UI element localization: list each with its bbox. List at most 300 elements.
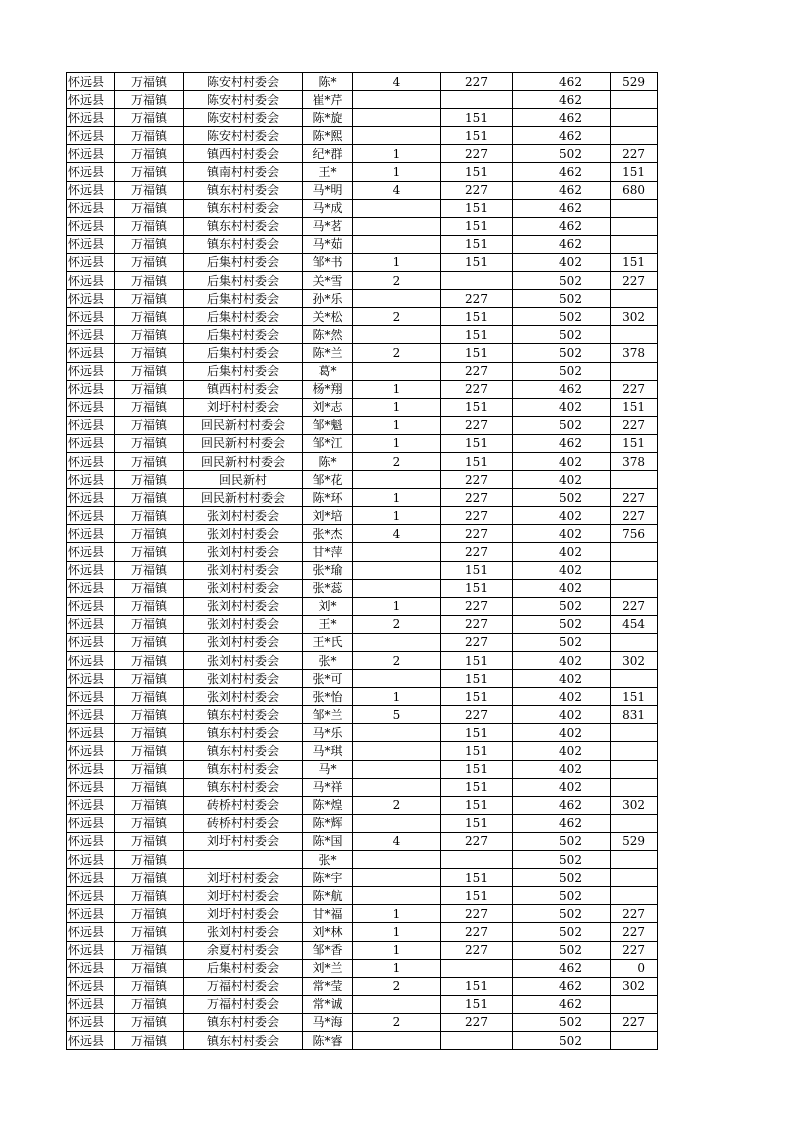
- county-cell: 怀远县: [67, 398, 115, 416]
- total-cell: 0: [611, 959, 658, 977]
- table-row: [67, 760, 658, 778]
- table-row: [67, 471, 658, 489]
- county-cell: 怀远县: [67, 742, 115, 760]
- amount-b-cell: 462: [513, 217, 611, 235]
- count-cell: 2: [353, 977, 441, 995]
- name-cell: 陈*辉: [303, 814, 353, 832]
- amount-a-cell: 151: [441, 724, 513, 742]
- county-cell: 怀远县: [67, 597, 115, 615]
- county-cell: 怀远县: [67, 163, 115, 181]
- amount-b-cell: 502: [513, 416, 611, 434]
- amount-a-cell: 151: [441, 742, 513, 760]
- count-cell: 2: [353, 452, 441, 470]
- total-cell: [611, 633, 658, 651]
- total-cell: [611, 995, 658, 1013]
- county-cell: 怀远县: [67, 127, 115, 145]
- table-row: [67, 615, 658, 633]
- amount-b-cell: 402: [513, 253, 611, 271]
- amount-b-cell: 402: [513, 760, 611, 778]
- table-row: [67, 272, 658, 290]
- amount-b-cell: 502: [513, 597, 611, 615]
- village-cell: 后集村村委会: [184, 362, 303, 380]
- name-cell: 陈*环: [303, 489, 353, 507]
- amount-a-cell: 227: [441, 941, 513, 959]
- table-row: [67, 73, 658, 91]
- total-cell: [611, 760, 658, 778]
- amount-a-cell: 227: [441, 73, 513, 91]
- town-cell: 万福镇: [115, 416, 184, 434]
- total-cell: [611, 869, 658, 887]
- town-cell: 万福镇: [115, 235, 184, 253]
- town-cell: 万福镇: [115, 452, 184, 470]
- name-cell: 刘*兰: [303, 959, 353, 977]
- village-cell: 余夏村村委会: [184, 941, 303, 959]
- table-row: [67, 851, 658, 869]
- amount-a-cell: 227: [441, 380, 513, 398]
- count-cell: 1: [353, 380, 441, 398]
- county-cell: 怀远县: [67, 561, 115, 579]
- town-cell: 万福镇: [115, 597, 184, 615]
- amount-a-cell: 151: [441, 652, 513, 670]
- amount-b-cell: 502: [513, 308, 611, 326]
- amount-a-cell: 151: [441, 778, 513, 796]
- town-cell: 万福镇: [115, 471, 184, 489]
- county-cell: 怀远县: [67, 416, 115, 434]
- amount-b-cell: 502: [513, 145, 611, 163]
- town-cell: 万福镇: [115, 633, 184, 651]
- village-cell: 镇东村村委会: [184, 235, 303, 253]
- county-cell: 怀远县: [67, 344, 115, 362]
- name-cell: 陈*宇: [303, 869, 353, 887]
- table-row: [67, 706, 658, 724]
- amount-b-cell: 402: [513, 543, 611, 561]
- village-cell: 张刘村村委会: [184, 923, 303, 941]
- village-cell: 刘圩村村委会: [184, 398, 303, 416]
- table-body: [67, 73, 658, 1050]
- count-cell: [353, 995, 441, 1013]
- total-cell: 831: [611, 706, 658, 724]
- village-cell: 张刘村村委会: [184, 579, 303, 597]
- total-cell: 378: [611, 344, 658, 362]
- total-cell: 227: [611, 272, 658, 290]
- count-cell: [353, 579, 441, 597]
- name-cell: 王*: [303, 163, 353, 181]
- amount-a-cell: 227: [441, 543, 513, 561]
- village-cell: 刘圩村村委会: [184, 887, 303, 905]
- amount-b-cell: 402: [513, 579, 611, 597]
- table-row: [67, 742, 658, 760]
- count-cell: 1: [353, 941, 441, 959]
- count-cell: [353, 290, 441, 308]
- county-cell: 怀远县: [67, 217, 115, 235]
- table-row: [67, 778, 658, 796]
- table-row: [67, 579, 658, 597]
- name-cell: 张*瑜: [303, 561, 353, 579]
- total-cell: [611, 1031, 658, 1049]
- count-cell: 2: [353, 272, 441, 290]
- amount-a-cell: 227: [441, 489, 513, 507]
- town-cell: 万福镇: [115, 615, 184, 633]
- name-cell: 关*松: [303, 308, 353, 326]
- table-row: [67, 326, 658, 344]
- name-cell: 马*成: [303, 199, 353, 217]
- town-cell: 万福镇: [115, 760, 184, 778]
- town-cell: 万福镇: [115, 73, 184, 91]
- amount-a-cell: 151: [441, 760, 513, 778]
- town-cell: 万福镇: [115, 778, 184, 796]
- amount-b-cell: 402: [513, 706, 611, 724]
- table-row: [67, 905, 658, 923]
- table-row: [67, 507, 658, 525]
- amount-a-cell: 227: [441, 905, 513, 923]
- town-cell: 万福镇: [115, 923, 184, 941]
- village-cell: 砖桥村村委会: [184, 814, 303, 832]
- name-cell: 马*明: [303, 181, 353, 199]
- village-cell: 回民新村: [184, 471, 303, 489]
- name-cell: 甘*萍: [303, 543, 353, 561]
- table-row: [67, 416, 658, 434]
- amount-b-cell: 402: [513, 561, 611, 579]
- village-cell: 张刘村村委会: [184, 633, 303, 651]
- town-cell: 万福镇: [115, 217, 184, 235]
- amount-b-cell: 402: [513, 452, 611, 470]
- count-cell: [353, 814, 441, 832]
- count-cell: [353, 217, 441, 235]
- amount-b-cell: 502: [513, 344, 611, 362]
- county-cell: 怀远县: [67, 652, 115, 670]
- county-cell: 怀远县: [67, 905, 115, 923]
- amount-a-cell: 227: [441, 1013, 513, 1031]
- village-cell: 镇东村村委会: [184, 742, 303, 760]
- total-cell: [611, 326, 658, 344]
- amount-a-cell: 227: [441, 416, 513, 434]
- county-cell: 怀远县: [67, 1031, 115, 1049]
- count-cell: 4: [353, 832, 441, 850]
- table-row: [67, 941, 658, 959]
- village-cell: 刘圩村村委会: [184, 869, 303, 887]
- total-cell: [611, 579, 658, 597]
- name-cell: 孙*乐: [303, 290, 353, 308]
- town-cell: 万福镇: [115, 362, 184, 380]
- count-cell: 1: [353, 145, 441, 163]
- county-cell: 怀远县: [67, 1013, 115, 1031]
- amount-a-cell: 151: [441, 688, 513, 706]
- amount-b-cell: 462: [513, 163, 611, 181]
- count-cell: [353, 760, 441, 778]
- town-cell: 万福镇: [115, 543, 184, 561]
- village-cell: 镇东村村委会: [184, 1031, 303, 1049]
- name-cell: 陈*航: [303, 887, 353, 905]
- count-cell: 2: [353, 652, 441, 670]
- town-cell: 万福镇: [115, 145, 184, 163]
- name-cell: 纪*群: [303, 145, 353, 163]
- name-cell: 马*茹: [303, 235, 353, 253]
- county-cell: 怀远县: [67, 977, 115, 995]
- count-cell: [353, 869, 441, 887]
- town-cell: 万福镇: [115, 742, 184, 760]
- table-row: [67, 290, 658, 308]
- town-cell: 万福镇: [115, 561, 184, 579]
- name-cell: 马*海: [303, 1013, 353, 1031]
- name-cell: 王*氏: [303, 633, 353, 651]
- count-cell: 2: [353, 1013, 441, 1031]
- town-cell: 万福镇: [115, 489, 184, 507]
- town-cell: 万福镇: [115, 869, 184, 887]
- total-cell: 151: [611, 434, 658, 452]
- amount-b-cell: 462: [513, 73, 611, 91]
- amount-b-cell: 402: [513, 778, 611, 796]
- total-cell: [611, 814, 658, 832]
- table-row: [67, 814, 658, 832]
- village-cell: 陈安村村委会: [184, 73, 303, 91]
- count-cell: 1: [353, 398, 441, 416]
- town-cell: 万福镇: [115, 1013, 184, 1031]
- name-cell: 马*: [303, 760, 353, 778]
- village-cell: 镇西村村委会: [184, 145, 303, 163]
- village-cell: 张刘村村委会: [184, 507, 303, 525]
- village-cell: 刘圩村村委会: [184, 832, 303, 850]
- village-cell: 张刘村村委会: [184, 670, 303, 688]
- count-cell: [353, 109, 441, 127]
- table-row: [67, 489, 658, 507]
- name-cell: 陈*熙: [303, 127, 353, 145]
- village-cell: 后集村村委会: [184, 253, 303, 271]
- amount-b-cell: 502: [513, 615, 611, 633]
- amount-a-cell: 227: [441, 290, 513, 308]
- total-cell: [611, 127, 658, 145]
- count-cell: [353, 1031, 441, 1049]
- name-cell: 邹*兰: [303, 706, 353, 724]
- town-cell: 万福镇: [115, 127, 184, 145]
- table-row: [67, 561, 658, 579]
- county-cell: 怀远县: [67, 941, 115, 959]
- town-cell: 万福镇: [115, 290, 184, 308]
- village-cell: 镇东村村委会: [184, 778, 303, 796]
- county-cell: 怀远县: [67, 308, 115, 326]
- village-cell: 陈安村村委会: [184, 91, 303, 109]
- table-row: [67, 145, 658, 163]
- name-cell: 邹*江: [303, 434, 353, 452]
- name-cell: 张*怡: [303, 688, 353, 706]
- amount-a-cell: 151: [441, 163, 513, 181]
- name-cell: 张*杰: [303, 525, 353, 543]
- amount-a-cell: 151: [441, 398, 513, 416]
- town-cell: 万福镇: [115, 525, 184, 543]
- count-cell: 4: [353, 73, 441, 91]
- count-cell: [353, 778, 441, 796]
- table-row: [67, 923, 658, 941]
- village-cell: 张刘村村委会: [184, 525, 303, 543]
- name-cell: 王*: [303, 615, 353, 633]
- amount-a-cell: [441, 91, 513, 109]
- total-cell: [611, 199, 658, 217]
- count-cell: [353, 471, 441, 489]
- county-cell: 怀远县: [67, 633, 115, 651]
- county-cell: 怀远县: [67, 73, 115, 91]
- county-cell: 怀远县: [67, 452, 115, 470]
- town-cell: 万福镇: [115, 109, 184, 127]
- total-cell: 302: [611, 796, 658, 814]
- county-cell: 怀远县: [67, 579, 115, 597]
- amount-a-cell: 151: [441, 127, 513, 145]
- count-cell: 1: [353, 489, 441, 507]
- name-cell: 陈*兰: [303, 344, 353, 362]
- name-cell: 陈*国: [303, 832, 353, 850]
- name-cell: 常*莹: [303, 977, 353, 995]
- total-cell: 151: [611, 398, 658, 416]
- table-row: [67, 109, 658, 127]
- town-cell: 万福镇: [115, 995, 184, 1013]
- amount-a-cell: 227: [441, 471, 513, 489]
- town-cell: 万福镇: [115, 380, 184, 398]
- count-cell: [353, 633, 441, 651]
- table-row: [67, 543, 658, 561]
- table-row: [67, 597, 658, 615]
- amount-b-cell: 462: [513, 995, 611, 1013]
- amount-a-cell: 227: [441, 597, 513, 615]
- amount-b-cell: 502: [513, 832, 611, 850]
- village-cell: 张刘村村委会: [184, 688, 303, 706]
- count-cell: 1: [353, 597, 441, 615]
- amount-b-cell: 502: [513, 887, 611, 905]
- count-cell: 2: [353, 344, 441, 362]
- total-cell: [611, 851, 658, 869]
- table-row: [67, 633, 658, 651]
- total-cell: 302: [611, 977, 658, 995]
- count-cell: 1: [353, 688, 441, 706]
- county-cell: 怀远县: [67, 471, 115, 489]
- amount-b-cell: 402: [513, 742, 611, 760]
- table-row: [67, 525, 658, 543]
- village-cell: 后集村村委会: [184, 344, 303, 362]
- amount-a-cell: 227: [441, 145, 513, 163]
- name-cell: 邹*花: [303, 471, 353, 489]
- table-row: [67, 308, 658, 326]
- county-cell: 怀远县: [67, 670, 115, 688]
- amount-a-cell: 227: [441, 181, 513, 199]
- amount-b-cell: 502: [513, 272, 611, 290]
- table-row: [67, 217, 658, 235]
- amount-a-cell: 151: [441, 235, 513, 253]
- amount-b-cell: 502: [513, 923, 611, 941]
- amount-a-cell: 151: [441, 452, 513, 470]
- total-cell: 151: [611, 688, 658, 706]
- name-cell: 马*乐: [303, 724, 353, 742]
- county-cell: 怀远县: [67, 869, 115, 887]
- name-cell: 陈*然: [303, 326, 353, 344]
- count-cell: 2: [353, 796, 441, 814]
- village-cell: 万福村村委会: [184, 995, 303, 1013]
- table-row: [67, 235, 658, 253]
- county-cell: 怀远县: [67, 706, 115, 724]
- county-cell: 怀远县: [67, 525, 115, 543]
- total-cell: 302: [611, 308, 658, 326]
- total-cell: 227: [611, 941, 658, 959]
- table-row: [67, 434, 658, 452]
- village-cell: 镇东村村委会: [184, 217, 303, 235]
- table-row: [67, 362, 658, 380]
- amount-b-cell: 502: [513, 1013, 611, 1031]
- village-cell: 后集村村委会: [184, 308, 303, 326]
- amount-b-cell: 462: [513, 434, 611, 452]
- name-cell: 陈*煌: [303, 796, 353, 814]
- total-cell: 227: [611, 416, 658, 434]
- village-cell: 砖桥村村委会: [184, 796, 303, 814]
- town-cell: 万福镇: [115, 1031, 184, 1049]
- village-cell: 陈安村村委会: [184, 127, 303, 145]
- amount-b-cell: 402: [513, 670, 611, 688]
- count-cell: 1: [353, 416, 441, 434]
- count-cell: 2: [353, 308, 441, 326]
- amount-b-cell: 462: [513, 181, 611, 199]
- amount-b-cell: 462: [513, 380, 611, 398]
- amount-b-cell: 502: [513, 1031, 611, 1049]
- table-row: [67, 181, 658, 199]
- amount-a-cell: 227: [441, 507, 513, 525]
- total-cell: [611, 290, 658, 308]
- amount-a-cell: 151: [441, 977, 513, 995]
- total-cell: 227: [611, 489, 658, 507]
- name-cell: 张*: [303, 652, 353, 670]
- amount-b-cell: 402: [513, 652, 611, 670]
- amount-a-cell: 227: [441, 923, 513, 941]
- table-row: [67, 163, 658, 181]
- amount-b-cell: 462: [513, 199, 611, 217]
- count-cell: 1: [353, 434, 441, 452]
- amount-b-cell: 502: [513, 941, 611, 959]
- total-cell: 680: [611, 181, 658, 199]
- amount-a-cell: 151: [441, 434, 513, 452]
- town-cell: 万福镇: [115, 851, 184, 869]
- total-cell: [611, 91, 658, 109]
- village-cell: 回民新村村委会: [184, 489, 303, 507]
- village-cell: 后集村村委会: [184, 272, 303, 290]
- total-cell: 529: [611, 832, 658, 850]
- name-cell: 刘*培: [303, 507, 353, 525]
- total-cell: 454: [611, 615, 658, 633]
- amount-a-cell: 151: [441, 308, 513, 326]
- town-cell: 万福镇: [115, 308, 184, 326]
- name-cell: 张*可: [303, 670, 353, 688]
- county-cell: 怀远县: [67, 615, 115, 633]
- name-cell: 马*茗: [303, 217, 353, 235]
- count-cell: 2: [353, 615, 441, 633]
- total-cell: 227: [611, 1013, 658, 1031]
- count-cell: 1: [353, 905, 441, 923]
- amount-b-cell: 502: [513, 326, 611, 344]
- table-row: [67, 199, 658, 217]
- county-cell: 怀远县: [67, 253, 115, 271]
- town-cell: 万福镇: [115, 941, 184, 959]
- amount-a-cell: 151: [441, 670, 513, 688]
- town-cell: 万福镇: [115, 887, 184, 905]
- total-cell: [611, 543, 658, 561]
- count-cell: 4: [353, 525, 441, 543]
- table-row: [67, 887, 658, 905]
- county-cell: 怀远县: [67, 923, 115, 941]
- table-row: [67, 688, 658, 706]
- total-cell: [611, 670, 658, 688]
- table-row: [67, 1013, 658, 1031]
- amount-b-cell: 462: [513, 127, 611, 145]
- town-cell: 万福镇: [115, 652, 184, 670]
- total-cell: 151: [611, 163, 658, 181]
- town-cell: 万福镇: [115, 832, 184, 850]
- total-cell: 227: [611, 380, 658, 398]
- count-cell: 1: [353, 959, 441, 977]
- amount-b-cell: 502: [513, 905, 611, 923]
- name-cell: 刘*志: [303, 398, 353, 416]
